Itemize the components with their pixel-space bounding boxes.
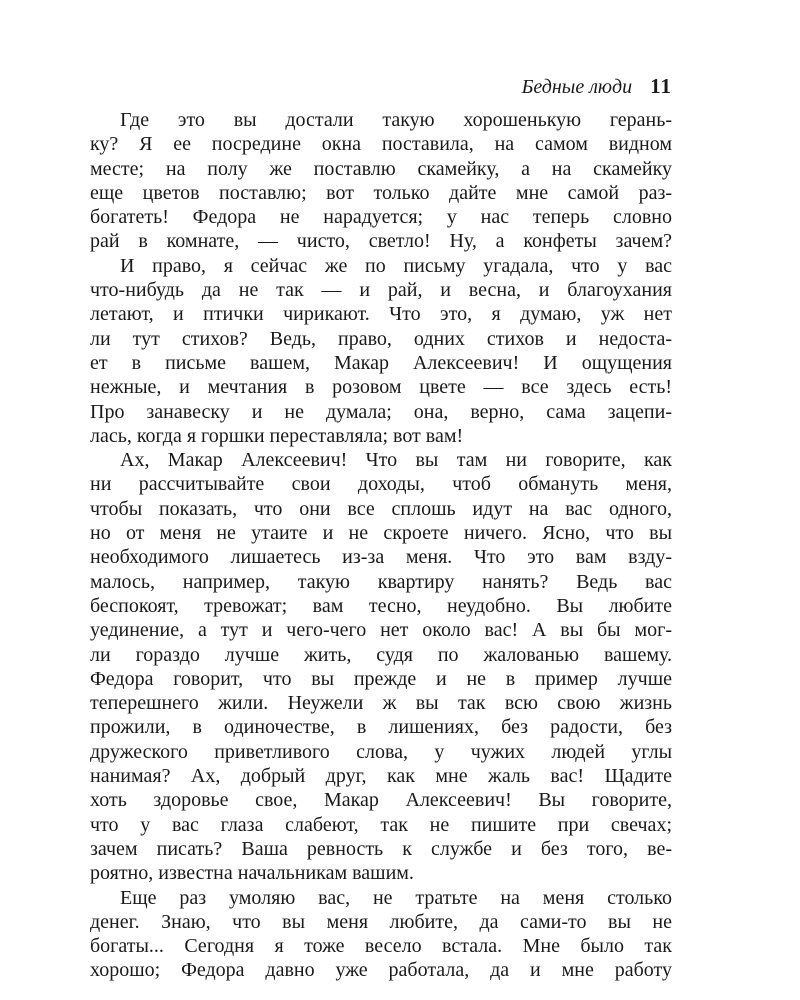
text-line: но от меня не утаите и не скроете ничего. Ясно, что вы <box>90 522 672 545</box>
text-line: уединение, а тут и чего-чего нет около вас! А вы бы мог- <box>90 619 672 642</box>
text-line: лась, когда я горшки переставляла; вот вам! <box>90 424 464 447</box>
text-line: Федора говорит, что вы прежде и не в пример лучше <box>90 667 672 690</box>
text-line: месте; на полу же поставлю скамейку, а на скамейку <box>90 157 672 180</box>
text-line: ли тут стихов? Ведь, право, одних стихов и недоста- <box>90 327 672 350</box>
text-line: нежные, и мечтания в розовом цвете — все здесь есть! <box>90 376 672 399</box>
text-line: прожили, в одиночестве, в лишениях, без радости, без <box>90 716 672 739</box>
text-line: хорошо; Федора давно уже работала, да и мне работу <box>90 959 672 982</box>
text-line: Про занавеску и не думала; она, верно, сама зацепи- <box>90 400 672 423</box>
text-line: что-нибудь да не так — и рай, и весна, и благоухания <box>90 279 672 302</box>
text-line: малось, например, такую квартиру нанять? Ведь вас <box>90 570 672 593</box>
text-line: беспокоят, тревожат; вам тесно, неудобно. Вы любите <box>90 594 672 617</box>
text-line: дружеского приветливого слова, у чужих людей углы <box>90 740 672 763</box>
text-line: еще цветов поставлю; вот только дайте мне самой раз- <box>90 181 672 204</box>
page-number: 11 <box>650 74 672 98</box>
text-line: богатеть! Федора не нарадуется; у нас теперь словно <box>90 206 672 229</box>
text-line: денег. Знаю, что вы меня любите, да сами-то вы не <box>90 910 672 933</box>
running-title: Бедные люди <box>521 76 633 98</box>
text-line: роятно, известна начальникам вашим. <box>90 862 414 885</box>
text-line: Где это вы достали такую хорошенькую герань- <box>120 109 672 131</box>
running-header <box>522 74 672 99</box>
text-line: ет в письме вашем, Макар Алексеевич! И ощущения <box>90 351 672 374</box>
text-line: зачем писать? Ваша ревность к службе и без того, ве- <box>90 837 672 860</box>
text-line: ку? Я ее посредине окна поставила, на самом видном <box>90 133 672 156</box>
text-line: ни рассчитывайте свои доходы, чтоб обмануть меня, <box>90 473 672 496</box>
text-line: Еще раз умоляю вас, не тратьте на меня столько <box>120 886 672 909</box>
body-text <box>90 108 672 983</box>
text-line: богаты... Сегодня я тоже весело встала. Мне было так <box>90 935 672 958</box>
text-line: ли гораздо лучше жить, судя по жалованью вашему. <box>90 643 672 666</box>
text-line: что у вас глаза слабеют, так не пишите при свечах; <box>90 813 672 836</box>
text-line: Ах, Макар Алексеевич! Что вы там ни говорите, как <box>120 449 672 472</box>
text-line: чтобы показать, что они все сплошь идут на вас одного, <box>90 497 672 520</box>
text-line: И право, я сейчас же по письму угадала, что у вас <box>120 254 672 277</box>
text-line: хоть здоровье свое, Макар Алексеевич! Вы говорите, <box>90 789 672 812</box>
text-line: летают, и птички чирикают. Что это, я думаю, уж нет <box>90 303 672 326</box>
text-line: необходимого лишаетесь из-за меня. Что это вам взду- <box>90 546 672 569</box>
text-line: теперешнего жили. Неужели ж вы так всю свою жизнь <box>90 692 672 715</box>
text-line: рай в комнате, — чисто, светло! Ну, а конфеты зачем? <box>90 230 672 253</box>
text-line: нанимая? Ах, добрый друг, как мне жаль вас! Щадите <box>90 765 672 788</box>
